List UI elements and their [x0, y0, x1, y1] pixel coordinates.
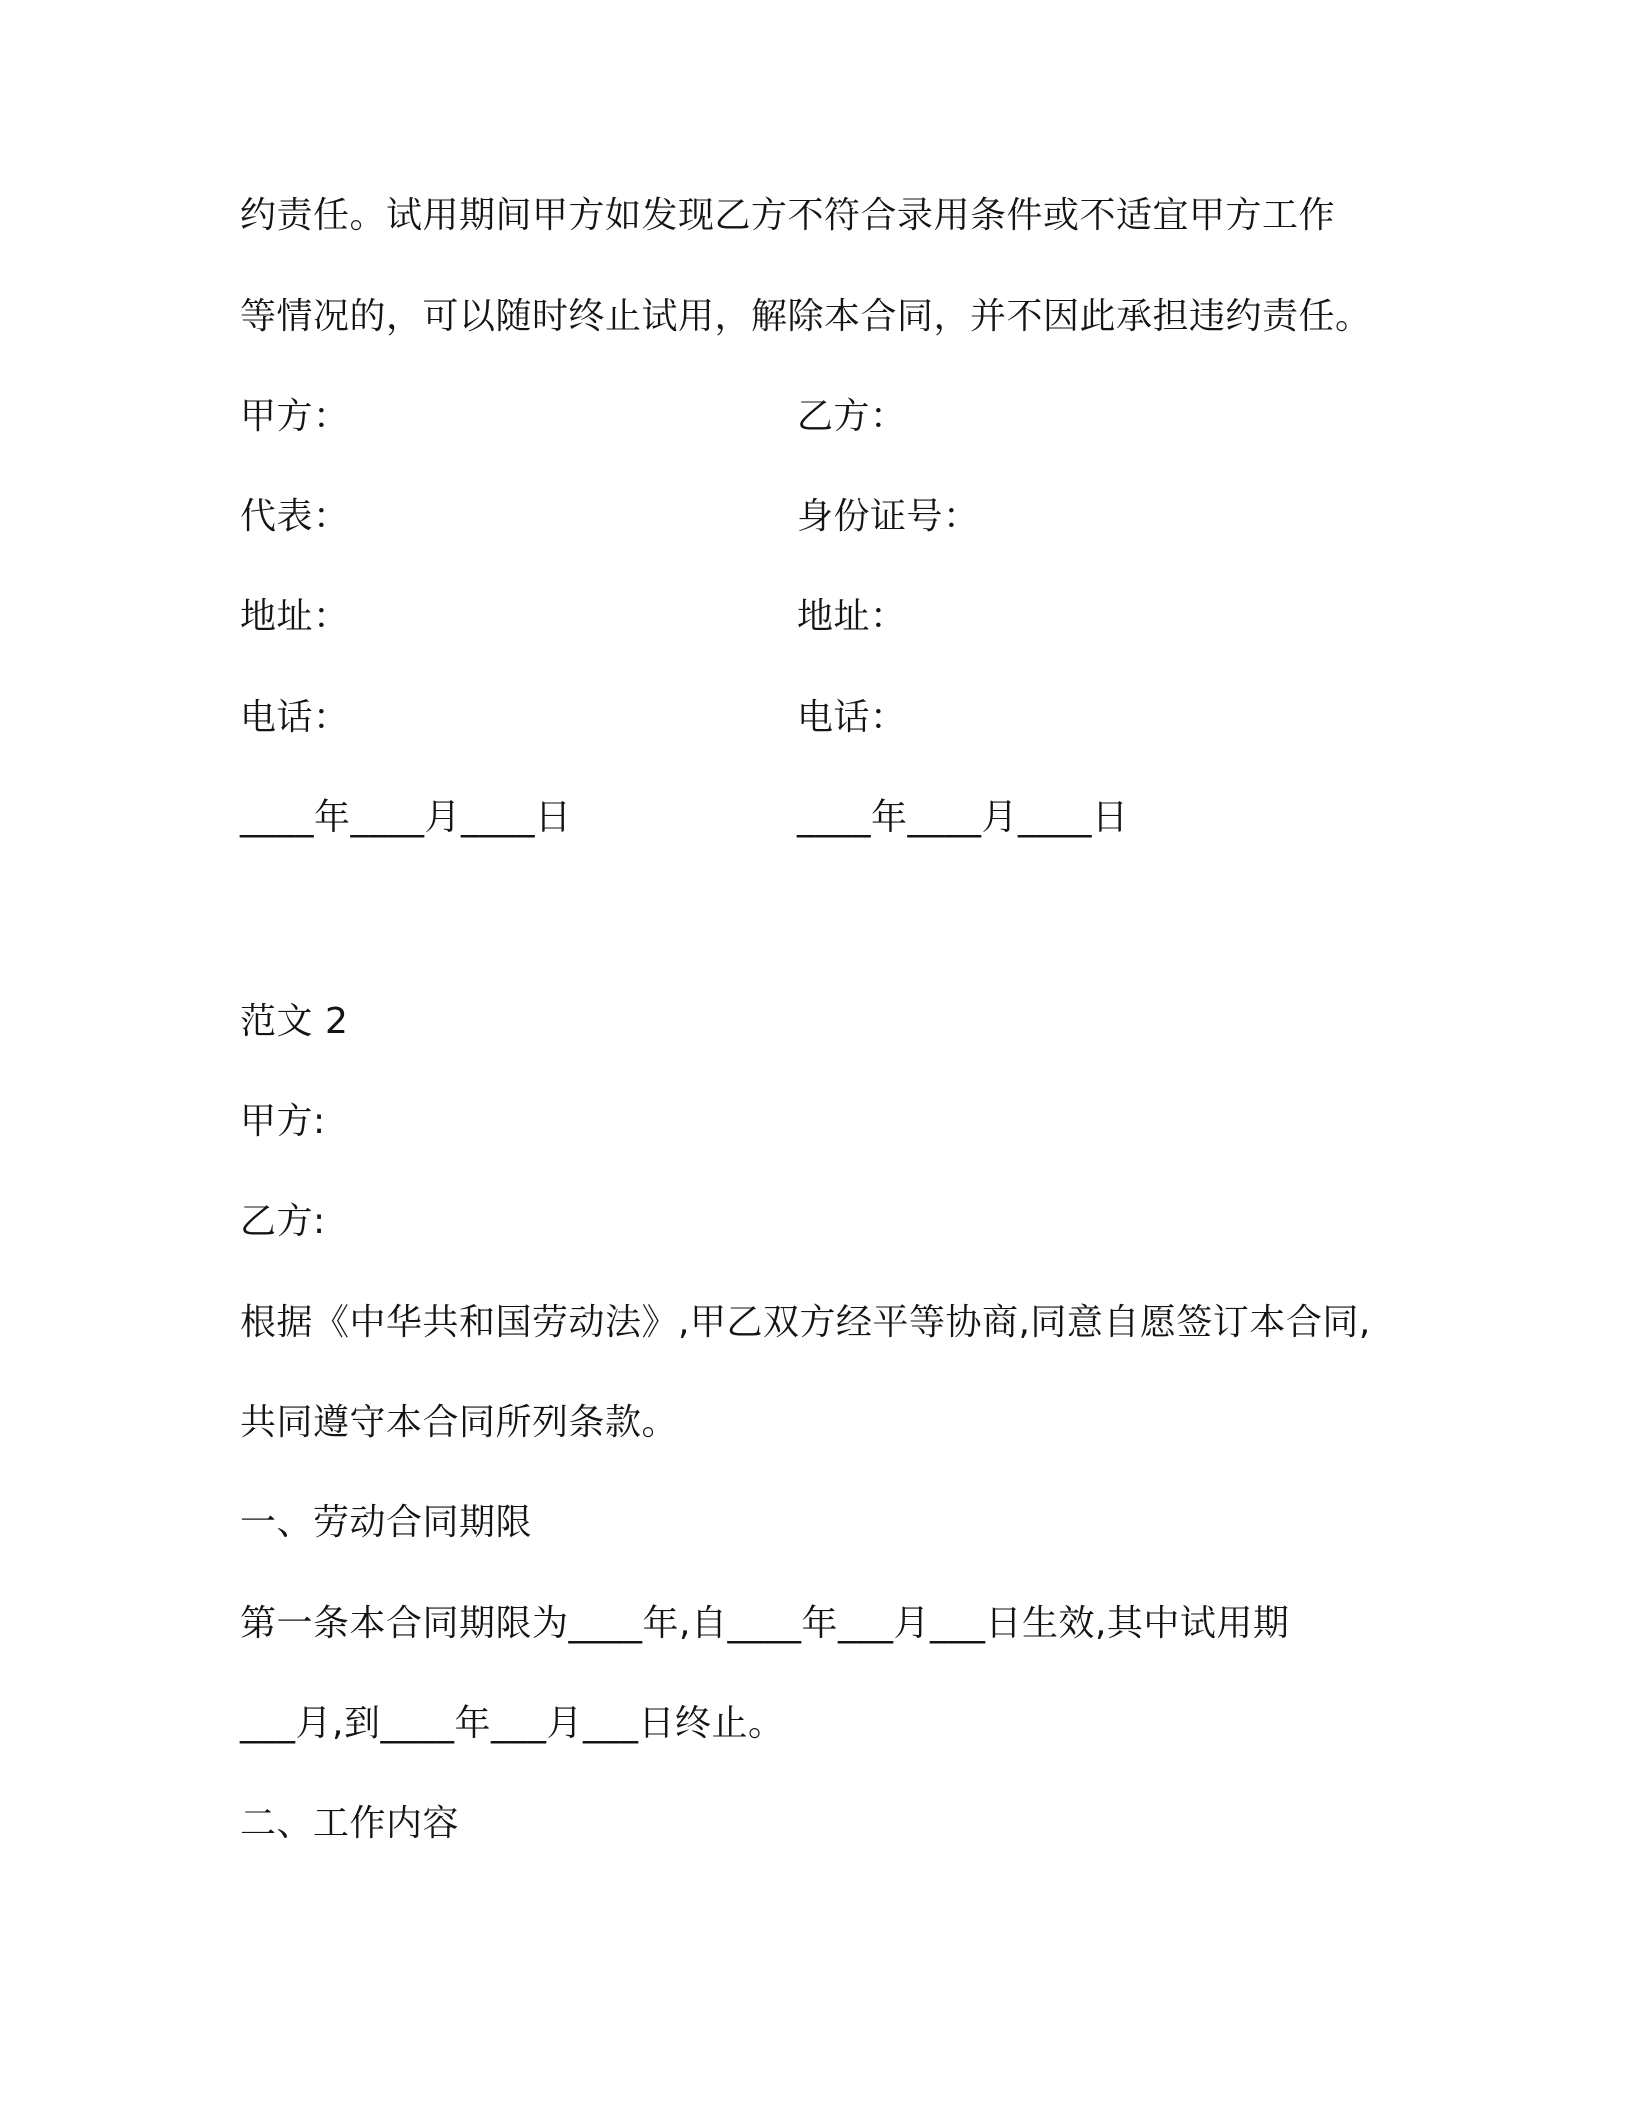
preamble-line-1: 根据《中华共和国劳动法》,甲乙双方经平等协商,同意自愿签订本合同,	[240, 1302, 1371, 1343]
signature-row-phone	[0, 694, 1632, 742]
article1-line-2: ___月,到____年___月___日终止。	[240, 1703, 785, 1744]
sample2-party-a: 甲方:	[240, 1101, 326, 1142]
sample2-party-b: 乙方:	[240, 1201, 326, 1242]
signature-row-date	[0, 794, 1632, 842]
intro-line-2: 等情况的，可以随时终止试用，解除本合同，并不因此承担违约责任。	[240, 296, 1372, 337]
party-a-label: 甲方：	[240, 396, 350, 437]
representative-label: 代表：	[240, 496, 350, 537]
signature-row-party	[0, 393, 1632, 441]
party-b-date-blank: ____年____月____日	[797, 797, 1129, 838]
section1-heading: 一、劳动合同期限	[240, 1502, 533, 1543]
sample2-title: 范文 2	[240, 1001, 349, 1042]
id-number-label: 身份证号：	[797, 496, 980, 537]
party-b-label: 乙方：	[797, 396, 907, 437]
party-a-date-blank: ____年____月____日	[240, 797, 572, 838]
intro-line-1: 约责任。试用期间甲方如发现乙方不符合录用条件或不适宜甲方工作	[240, 195, 1336, 236]
signature-row-representative	[0, 493, 1632, 541]
preamble-line-2: 共同遵守本合同所列条款。	[240, 1402, 679, 1443]
party-b-phone-label: 电话：	[797, 697, 907, 738]
party-a-phone-label: 电话：	[240, 697, 350, 738]
party-a-address-label: 地址：	[240, 596, 350, 637]
party-b-address-label: 地址：	[797, 596, 907, 637]
section2-heading: 二、工作内容	[240, 1803, 460, 1844]
article1-line-1: 第一条本合同期限为____年,自____年___月___日生效,其中试用期	[240, 1603, 1290, 1644]
signature-row-address	[0, 593, 1632, 641]
